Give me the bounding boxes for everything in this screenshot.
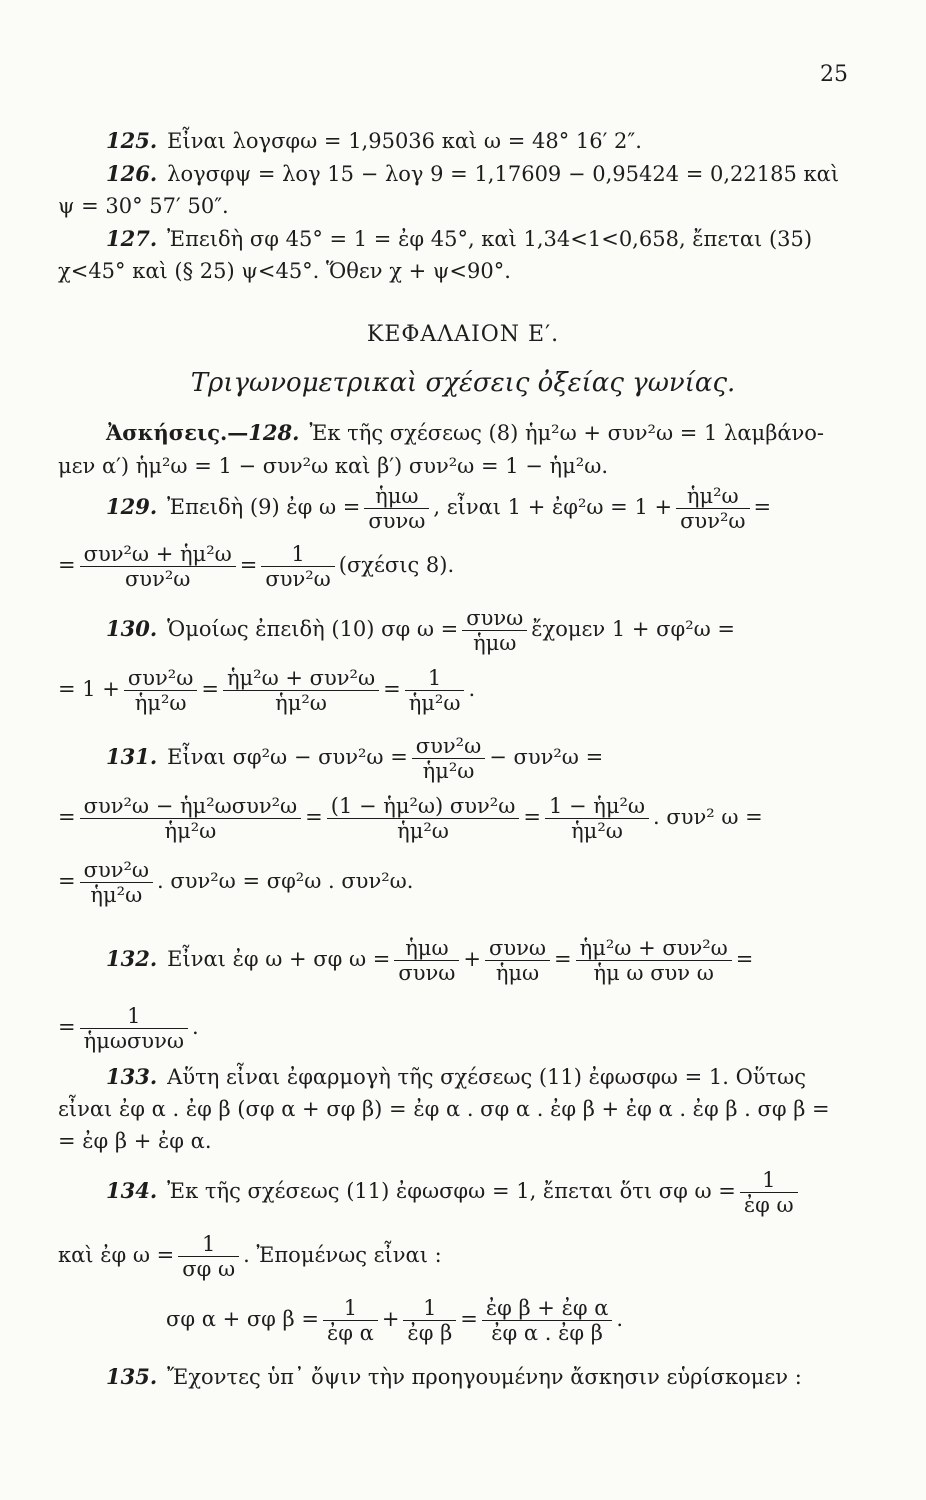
exercise-number: 131. — [106, 744, 158, 769]
exercise-131-line1: 131. Εἶναι σφ²ω − συν²ω = $\frac{\text{συν²ω}}{\text{ἡμ²ω}}$ − συν²ω = — [106, 734, 604, 783]
fraction: $\frac{\text{συνω}}{\text{ἡμω}}$ — [462, 606, 527, 655]
exercise-number: 130. — [106, 616, 158, 641]
page-number: 25 — [820, 62, 848, 87]
fraction: $\frac{\text{ἡμω}}{\text{συνω}}$ — [394, 936, 459, 985]
fraction: $\frac{\text{(1 − ἡμ²ω) συν²ω}}{\text{ἡμ²ω}}$ — [327, 794, 520, 843]
exercise-134-line2: καὶ ἐφ ω = $\frac{1}{\text{σφ ω}}$ . Ἐπομένως εἶναι : — [58, 1232, 442, 1281]
exercise-132-line1: 132. Εἶναι ἐφ ω + σφ ω = $\frac{\text{ἡμω}}{\text{συνω}}$ + $\frac{\text{συνω}}{\text{ἡμω}}$ = $\frac{\text{ἡμ²ω + συν²ω}}{\text{ἡμ ω συν ω}}$ = — [106, 936, 754, 985]
fraction: $\frac{1}{\text{ἡμωσυνω}}$ — [80, 1004, 188, 1053]
exercise-132-line2: = $\frac{1}{\text{ἡμωσυνω}}$ . — [58, 1004, 199, 1053]
fraction: $\frac{1}{\text{ἐφ β}}$ — [403, 1296, 456, 1345]
fraction: $\frac{\text{συν²ω − ἡμ²ωσυν²ω}}{\text{ἡμ²ω}}$ — [80, 794, 302, 843]
exercise-number: 135. — [106, 1364, 158, 1389]
exercise-number: 127. — [106, 226, 158, 251]
chapter-subtitle: Τριγωνομετρικαὶ σχέσεις ὀξείας γωνίας. — [190, 368, 736, 398]
exercise-134-line1: 134. Ἐκ τῆς σχέσεως (11) ἐφωσφω = 1, ἔπεται ὅτι σφ ω = $\frac{1}{\text{ἐφ ω}}$ — [106, 1168, 802, 1217]
exercise-126 — [106, 161, 839, 187]
exercise-133: 133. Αὕτη εἶναι ἐφαρμογὴ τῆς σχέσεως (11) ἐφωσφω = 1. Οὕτως — [106, 1064, 807, 1089]
exercise-text: Ἐκ τῆς σχέσεως (8) ἡμ²ω + συν²ω = 1 λαμβάνο- — [309, 421, 825, 445]
fraction: $\frac{1}{\text{ἐφ α}}$ — [323, 1296, 378, 1345]
fraction: $\frac{\text{ἡμ²ω + συν²ω}}{\text{ἡμ²ω}}$ — [223, 666, 379, 715]
chapter-heading: ΚΕΦΑΛΑΙΟΝ Ε′. — [366, 322, 560, 347]
exercise-128-line2: μεν α′) ἡμ²ω = 1 − συν²ω καὶ β′) συν²ω = 1 − ἡμ²ω. — [58, 454, 608, 478]
fraction: $\frac{1}{\text{σφ ω}}$ — [178, 1232, 239, 1281]
exercise-128 — [106, 420, 824, 446]
exercise-131-line3: = $\frac{\text{συν²ω}}{\text{ἡμ²ω}}$ . συν²ω = σφ²ω . συν²ω. — [58, 858, 414, 907]
exercise-number: 132. — [106, 946, 158, 971]
fraction: $\frac{\text{ἐφ β + ἐφ α}}{\text{ἐφ α . ἐφ β}}$ — [482, 1296, 613, 1345]
fraction: $\frac{1}{\text{συν²ω}}$ — [261, 542, 334, 591]
fraction: $\frac{\text{ἡμ²ω}}{\text{συν²ω}}$ — [676, 484, 749, 533]
exercise-129-line2: = $\frac{\text{συν²ω + ἡμ²ω}}{\text{συν²ω}}$ = $\frac{1}{\text{συν²ω}}$ (σχέσις 8). — [58, 542, 455, 591]
exercise-number: 125. — [106, 128, 158, 153]
exercise-126-line2: ψ = 30° 57′ 50″. — [58, 194, 229, 218]
fraction: $\frac{\text{συν²ω}}{\text{ἡμ²ω}}$ — [80, 858, 153, 907]
exercise-131-line2: = $\frac{\text{συν²ω − ἡμ²ωσυν²ω}}{\text{ἡμ²ω}}$ = $\frac{\text{(1 − ἡμ²ω) συν²ω}}{\text{ἡμ²ω}}$ = $\frac{\text{1 − ἡμ²ω}}{\text{ἡμ²ω}}$ . συν² ω = — [58, 794, 763, 843]
exercise-135: 135. Ἔχοντες ὑπ᾽ ὄψιν τὴν προηγουμένην ἄσκησιν εὑρίσκομεν : — [106, 1364, 802, 1389]
exercise-text: Εἶναι λογσφω = 1,95036 καὶ ω = 48° 16′ 2″. — [167, 129, 642, 153]
fraction: $\frac{\text{ἡμω}}{\text{συνω}}$ — [364, 484, 429, 533]
exercise-130-line2: = 1 + $\frac{\text{συν²ω}}{\text{ἡμ²ω}}$ = $\frac{\text{ἡμ²ω + συν²ω}}{\text{ἡμ²ω}}$ = $\frac{1}{\text{ἡμ²ω}}$ . — [58, 666, 476, 715]
exercises-label: Ἀσκήσεις.— — [106, 420, 249, 445]
fraction: $\frac{\text{συν²ω}}{\text{ἡμ²ω}}$ — [124, 666, 197, 715]
exercise-133-line2: εἶναι ἐφ α . ἐφ β (σφ α + σφ β) = ἐφ α . σφ α . ἐφ β + ἐφ α . ἐφ β . σφ β = — [58, 1097, 830, 1121]
fraction: $\frac{1}{\text{ἐφ ω}}$ — [740, 1168, 798, 1217]
exercise-number: 129. — [106, 494, 158, 519]
fraction: $\frac{\text{συν²ω + ἡμ²ω}}{\text{συν²ω}}$ — [80, 542, 236, 591]
exercise-text: λογσφψ = λογ 15 − λογ 9 = 1,17609 − 0,95424 = 0,22185 καὶ — [167, 162, 840, 186]
exercise-number: 133. — [106, 1064, 158, 1089]
exercise-127-line2: χ<45° καὶ (§ 25) ψ<45°. Ὅθεν χ + ψ<90°. — [58, 259, 511, 283]
exercise-125 — [106, 128, 642, 154]
fraction: $\frac{\text{1 − ἡμ²ω}}{\text{ἡμ²ω}}$ — [545, 794, 649, 843]
fraction: $\frac{\text{συν²ω}}{\text{ἡμ²ω}}$ — [412, 734, 485, 783]
fraction: $\frac{\text{ἡμ²ω + συν²ω}}{\text{ἡμ ω συν ω}}$ — [576, 936, 732, 985]
exercise-134-line3: σφ α + σφ β = $\frac{1}{\text{ἐφ α}}$ + $\frac{1}{\text{ἐφ β}}$ = $\frac{\text{ἐφ β + ἐφ α}}{\text{ἐφ α . ἐφ β}}$ . — [166, 1296, 624, 1345]
exercise-number: 126. — [106, 161, 158, 186]
exercise-text: Ἐπειδὴ σφ 45° = 1 = ἐφ 45°, καὶ 1,34<1<0,658, ἔπεται (35) — [167, 227, 813, 251]
exercise-129-line1: 129. Ἐπειδὴ (9) ἐφ ω = $\frac{\text{ἡμω}}{\text{συνω}}$ , εἶναι 1 + ἐφ²ω = 1 + $\frac{\text{ἡμ²ω}}{\text{συν²ω}}$ = — [106, 484, 772, 533]
exercise-127 — [106, 226, 812, 252]
fraction: $\frac{\text{συνω}}{\text{ἡμω}}$ — [485, 936, 550, 985]
exercise-number: 134. — [106, 1178, 158, 1203]
exercise-number: 128. — [248, 420, 300, 445]
fraction: $\frac{1}{\text{ἡμ²ω}}$ — [405, 666, 465, 715]
exercise-133-line3: = ἐφ β + ἐφ α. — [58, 1129, 212, 1153]
exercise-130-line1: 130. Ὁμοίως ἐπειδὴ (10) σφ ω = $\frac{\text{συνω}}{\text{ἡμω}}$ ἔχομεν 1 + σφ²ω = — [106, 606, 736, 655]
